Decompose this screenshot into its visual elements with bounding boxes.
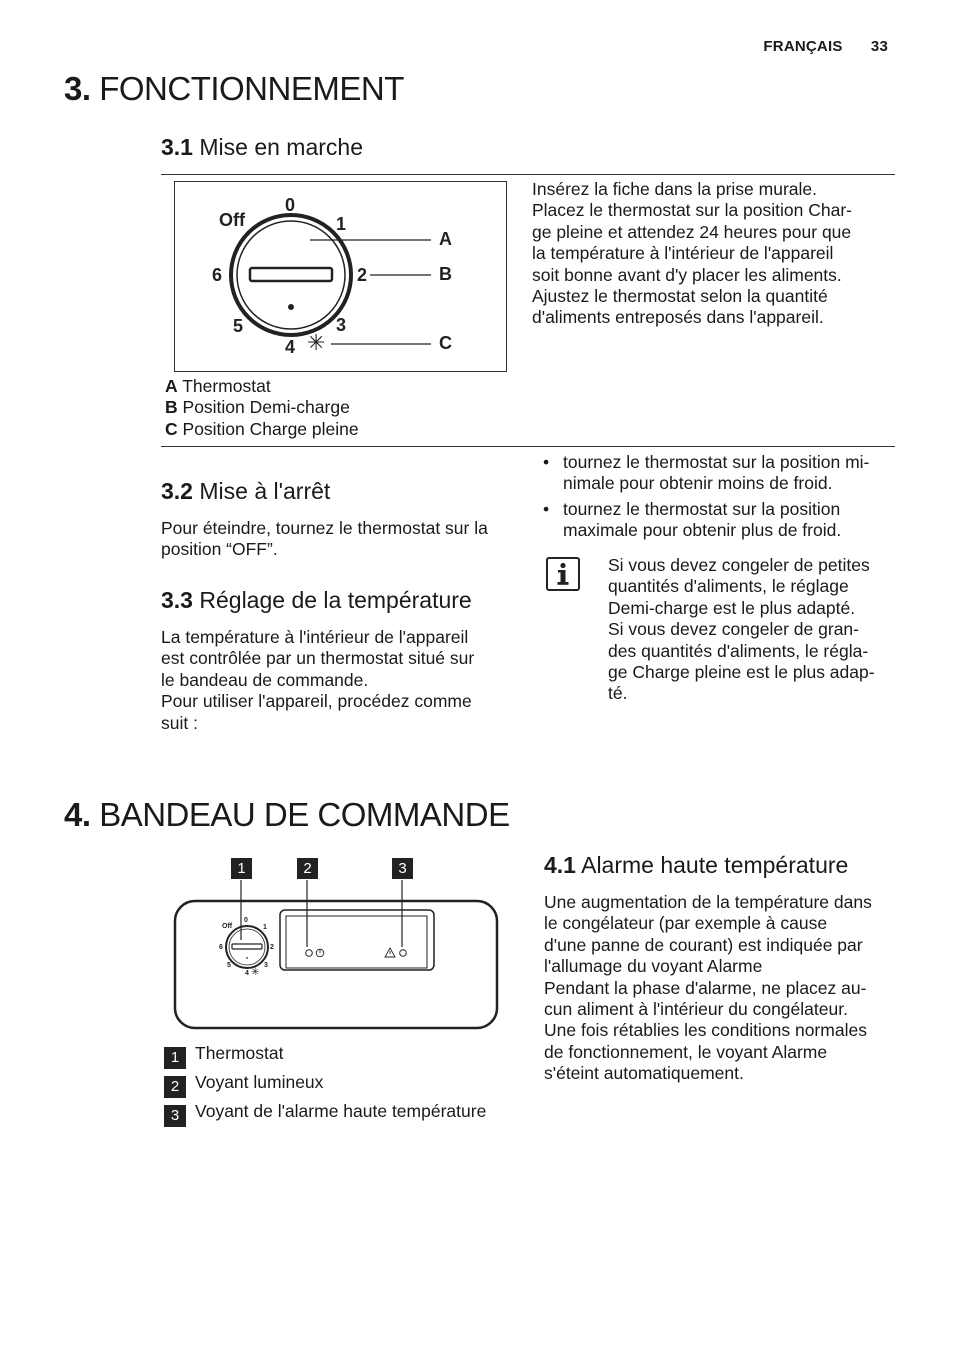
- legend-item: [165, 376, 359, 397]
- dial-label-2: 2: [357, 265, 368, 285]
- legend-item: [165, 397, 359, 418]
- panel-tag-3: 3: [392, 858, 413, 879]
- section-4-1-number: 4.1: [544, 852, 576, 878]
- text-line: cun aliment à l'intérieur du congélateur.: [544, 999, 848, 1020]
- dial-label-4: 4: [285, 337, 296, 357]
- thermostat-figure: [174, 181, 507, 372]
- text-line: position “OFF”.: [161, 539, 278, 560]
- section-4-1-text: [544, 892, 872, 1085]
- section-4-1-title: Alarme haute température: [581, 852, 849, 878]
- info-note: [608, 555, 875, 705]
- text-line: La température à l'intérieur de l'appareil: [161, 627, 469, 647]
- mini-snowflake-icon: ✳: [251, 967, 260, 978]
- legend-key: C: [165, 418, 178, 439]
- dial-label-3: 3: [336, 315, 347, 335]
- mini-dial-dot: [246, 957, 248, 959]
- section-4-number: 4.: [64, 796, 91, 833]
- text-line: Pendant la phase d'alarme, ne placez au-: [544, 977, 867, 998]
- bullet-item: [541, 452, 901, 495]
- text-line: d'une panne de courant) est indiquée par: [544, 934, 863, 955]
- page-header: [763, 38, 888, 55]
- section-3-2-title: Mise à l'arrêt: [199, 478, 331, 504]
- dial-label-0: 0: [285, 195, 296, 215]
- section-4-title: BANDEAU DE COMMANDE: [99, 796, 510, 833]
- section-3-1-heading: [161, 134, 363, 161]
- text-line: Si vous devez congeler de petites: [608, 555, 870, 575]
- section-3-1-number: 3.1: [161, 134, 193, 160]
- text-line: Si vous devez congeler de gran-: [608, 619, 859, 640]
- dial-dot: [288, 304, 294, 310]
- mini-dial-label-2: 2: [270, 944, 274, 951]
- mini-dial-label-1: 1: [263, 924, 267, 931]
- section-3-3-text: [161, 627, 474, 734]
- thermostat-dial-svg: [174, 181, 507, 372]
- dial-label-5: 5: [233, 316, 244, 336]
- legend-item: [165, 419, 359, 440]
- legend-label: Voyant lumineux: [195, 1072, 324, 1092]
- section-3-2-text: [161, 518, 488, 561]
- mini-dial-label-3: 3: [264, 962, 268, 969]
- legend-label: Thermostat: [182, 376, 271, 396]
- dial-label-6: 6: [212, 265, 223, 285]
- section-3-3-number: 3.3: [161, 587, 193, 613]
- text-line: soit bonne avant d'y placer les aliments.: [532, 264, 842, 285]
- text-line: Une augmentation de la température dans: [544, 892, 872, 912]
- text-line: Pour utiliser l'appareil, procédez comme: [161, 691, 472, 712]
- text-line: le bandeau de commande.: [161, 669, 369, 690]
- text-line: nimale pour obtenir moins de froid.: [563, 473, 833, 494]
- legend-label: Voyant de l'alarme haute température: [195, 1101, 487, 1121]
- panel-tag-2: 2: [297, 858, 318, 879]
- info-icon: [546, 557, 580, 591]
- text-line: ge Charge pleine est le plus adap-: [608, 662, 875, 683]
- divider-bottom: [161, 446, 895, 447]
- mini-dial-label-off: Off: [222, 923, 233, 930]
- legend-key: B: [165, 397, 178, 418]
- legend-label: Position Demi-charge: [182, 397, 350, 418]
- text-line: suit :: [161, 712, 198, 733]
- text-line: d'aliments entreposés dans l'appareil.: [532, 307, 824, 328]
- callout-c: C: [439, 333, 452, 353]
- text-line: l'allumage du voyant Alarme: [544, 956, 763, 977]
- text-line: la température à l'intérieur de l'appareil: [532, 243, 834, 264]
- legend-number-badge: 3: [164, 1105, 186, 1127]
- legend-label: Thermostat: [195, 1043, 284, 1063]
- text-line: ge pleine et attendez 24 heures pour que: [532, 221, 852, 242]
- thermostat-bullets: [541, 452, 901, 546]
- mini-dial-knob: [232, 944, 262, 949]
- section-3-number: 3.: [64, 70, 91, 107]
- legend-key: A: [165, 376, 178, 396]
- legend-number-badge: 1: [164, 1047, 186, 1069]
- mini-dial-label-6: 6: [219, 944, 223, 951]
- text-line: quantités d'aliments, le réglage: [608, 576, 849, 597]
- mini-dial-label-5: 5: [227, 962, 231, 969]
- text-line: Ajustez le thermostat selon la quantité: [532, 286, 828, 307]
- section-3-heading: [64, 70, 404, 108]
- text-line: Insérez la fiche dans la prise murale.: [532, 179, 817, 199]
- page-number: 33: [870, 38, 888, 55]
- text-line: • tournez le thermostat sur la position mi-: [563, 452, 870, 472]
- section-3-1-text: [532, 179, 852, 329]
- info-icon-glyph: [548, 559, 578, 589]
- section-3-2-number: 3.2: [161, 478, 193, 504]
- legend-label: Position Charge pleine: [182, 418, 359, 439]
- section-4-heading: [64, 796, 510, 834]
- callout-a: A: [439, 229, 452, 249]
- text-line: Placez le thermostat sur la position Char-: [532, 200, 852, 221]
- dial-label-off: Off: [219, 210, 245, 230]
- section-3-3-heading: [161, 587, 472, 614]
- control-panel-figure: [170, 878, 502, 1036]
- mini-dial-label-4: 4: [245, 970, 249, 977]
- section-4-1-heading: [544, 852, 848, 879]
- text-line: le congélateur (par exemple à cause: [544, 913, 828, 934]
- section-3-3-title: Réglage de la température: [199, 587, 472, 613]
- text-line: de fonctionnement, le voyant Alarme: [544, 1041, 828, 1062]
- text-line: des quantités d'aliments, le régla-: [608, 640, 869, 661]
- text-line: Pour éteindre, tournez le thermostat sur la: [161, 518, 488, 538]
- text-line: • tournez le thermostat sur la position: [563, 498, 841, 519]
- header-language: FRANÇAIS: [763, 38, 843, 55]
- callout-b: B: [439, 264, 452, 284]
- divider-top: [161, 174, 895, 175]
- text-line: Demi-charge est le plus adapté.: [608, 597, 856, 618]
- section-3-title: FONCTIONNEMENT: [99, 70, 404, 107]
- text-line: té.: [608, 683, 628, 704]
- snowflake-icon: ✳: [307, 331, 326, 356]
- text-line: est contrôlée par un thermostat situé sur: [161, 648, 475, 669]
- bullet-item: [541, 499, 901, 542]
- section-3-2-heading: [161, 478, 330, 505]
- dial-label-1: 1: [336, 214, 347, 234]
- text-line: maximale pour obtenir plus de froid.: [563, 520, 842, 541]
- panel-tag-1: 1: [231, 858, 252, 879]
- mini-dial-label-0: 0: [244, 917, 248, 924]
- text-line: s'éteint automatiquement.: [544, 1063, 744, 1084]
- legend-number-badge: 2: [164, 1076, 186, 1098]
- thermostat-legend: [165, 376, 359, 440]
- text-line: Une fois rétablies les conditions normales: [544, 1020, 867, 1041]
- section-3-1-title: Mise en marche: [199, 134, 363, 160]
- dial-knob: [250, 268, 332, 281]
